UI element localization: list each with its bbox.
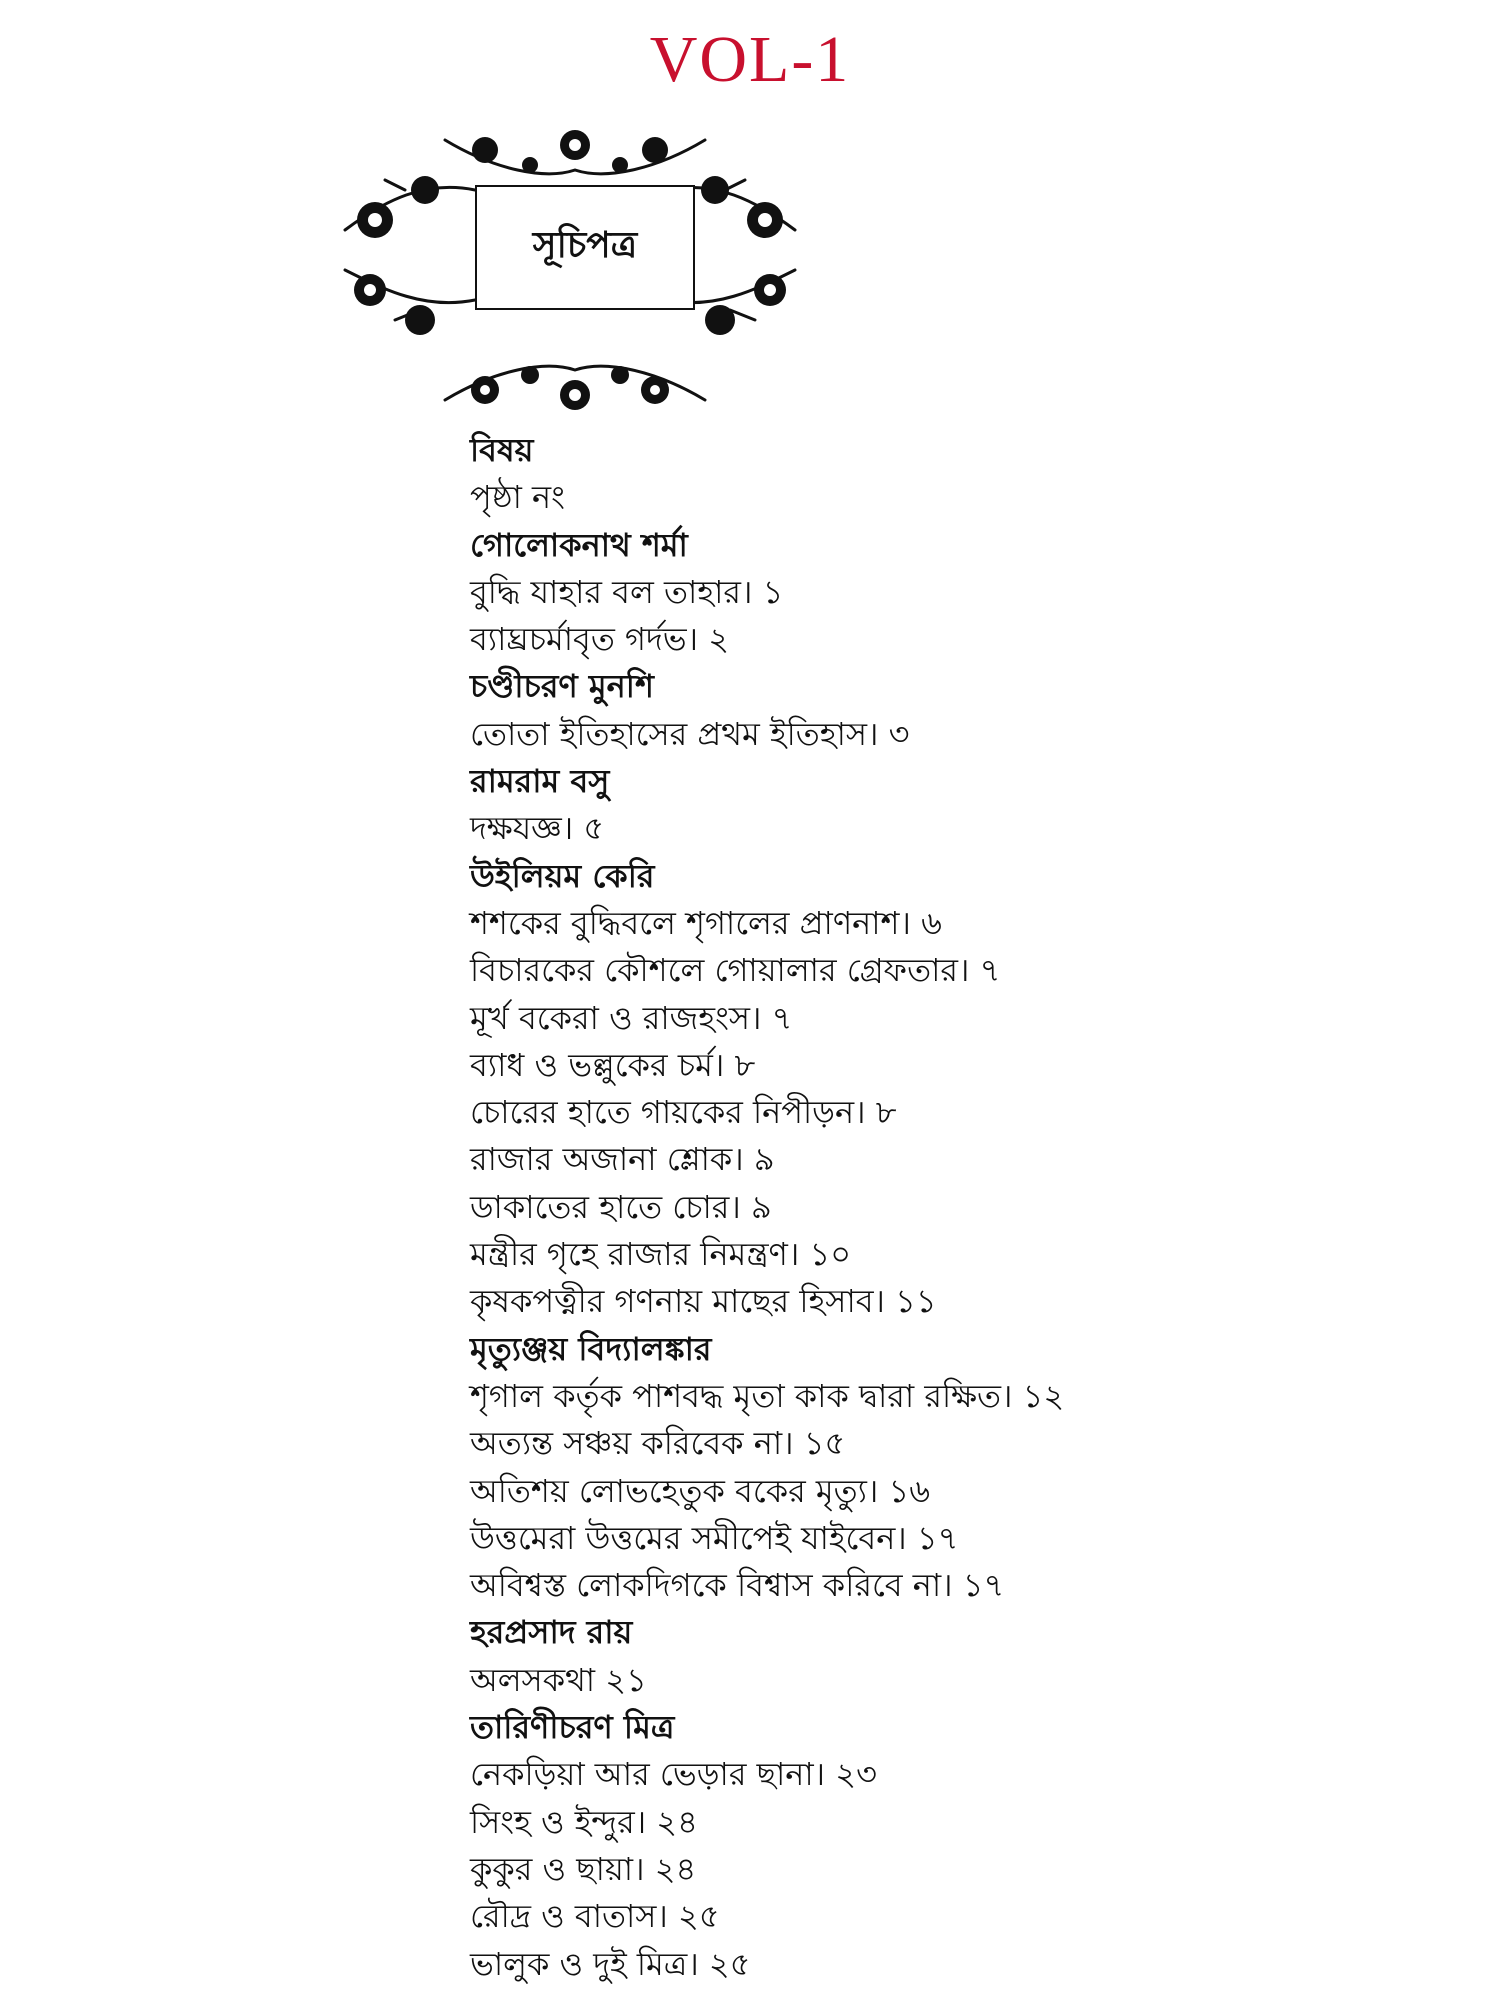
toc-entry: অলসকথা ২১ [470,1660,647,1699]
toc-entry: ডাকাতের হাতে চোর। ৯ [470,1187,772,1226]
toc-entry: কুকুর ও ছায়া। ২৪ [470,1849,697,1888]
toc-author-heading: উইলিয়ম কেরি [470,856,655,895]
toc-entry: কৃষকপত্নীর গণনায় মাছের হিসাব। ১১ [470,1282,937,1321]
toc-entry: দক্ষযজ্ঞ। ৫ [470,809,605,848]
toc-entry: নেকড়িয়া আর ভেড়ার ছানা। ২৩ [470,1755,877,1794]
toc-entry: বুদ্ধি যাহার বল তাহার। ১ [470,572,784,611]
toc-entry: চোরের হাতে গায়কের নিপীড়ন। ৮ [470,1093,897,1132]
toc-heading: সূচিপত্র [532,224,638,266]
toc-entry: রৌদ্র ও বাতাস। ২৫ [470,1897,720,1936]
toc-author-heading: হরপ্রসাদ রায় [470,1613,633,1652]
toc-entry: ব্যাঘ্রচর্মাবৃত গর্দভ। ২ [470,620,730,659]
toc-entry: তোতা ইতিহাসের প্রথম ইতিহাস। ৩ [470,714,910,753]
toc-author-heading: গোলোকনাথ শর্মা [470,525,688,564]
toc-author-heading: চণ্ডীচরণ মুনশি [470,667,654,706]
toc-entry: ভালুক ও দুই মিত্র। ২৫ [470,1944,751,1983]
toc-entry: সিংহ ও ইন্দুর। ২৪ [470,1802,698,1841]
column-header-subject: বিষয় [470,431,534,469]
toc-entry: মূর্খ বকেরা ও রাজহংস। ৭ [470,998,793,1037]
toc-entry: ব্যাধ ও ভল্লুকের চর্ম। ৮ [470,1045,756,1084]
column-header-page: পৃষ্ঠা নং [470,478,565,517]
toc-entry: অতিশয় লোভহেতুক বকের মৃত্যু। ১৬ [470,1471,931,1510]
toc-heading-box [475,185,695,310]
toc-entry: অবিশ্বস্ত লোকদিগকে বিশ্বাস করিবে না। ১৭ [470,1566,1005,1605]
toc-author-heading: তারিণীচরণ মিত্র [470,1708,675,1747]
table-of-contents [470,427,1470,1988]
toc-entry: শৃগাল কর্তৃক পাশবদ্ধ মৃতা কাক দ্বারা রক্ষিত। ১২ [470,1376,1065,1415]
toc-author-heading: মৃত্যুঞ্জয় বিদ্যালঙ্কার [470,1329,712,1368]
toc-entry: মন্ত্রীর গৃহে রাজার নিমন্ত্রণ। ১০ [470,1235,852,1274]
toc-entry: শশকের বুদ্ধিবলে শৃগালের প্রাণনাশ। ৬ [470,903,942,942]
toc-entry: বিচারকের কৌশলে গোয়ালার গ্রেফতার। ৭ [470,951,1001,990]
volume-title: VOL-1 [649,23,851,96]
toc-entry: রাজার অজানা শ্লোক। ৯ [470,1140,775,1179]
toc-entry: অত্যন্ত সঞ্চয় করিবেক না। ১৫ [470,1424,846,1463]
toc-author-heading: রামরাম বসু [470,762,610,801]
toc-entries [470,522,1470,1988]
toc-entry: উত্তমেরা উত্তমের সমীপেই যাইবেন। ১৭ [470,1518,959,1557]
